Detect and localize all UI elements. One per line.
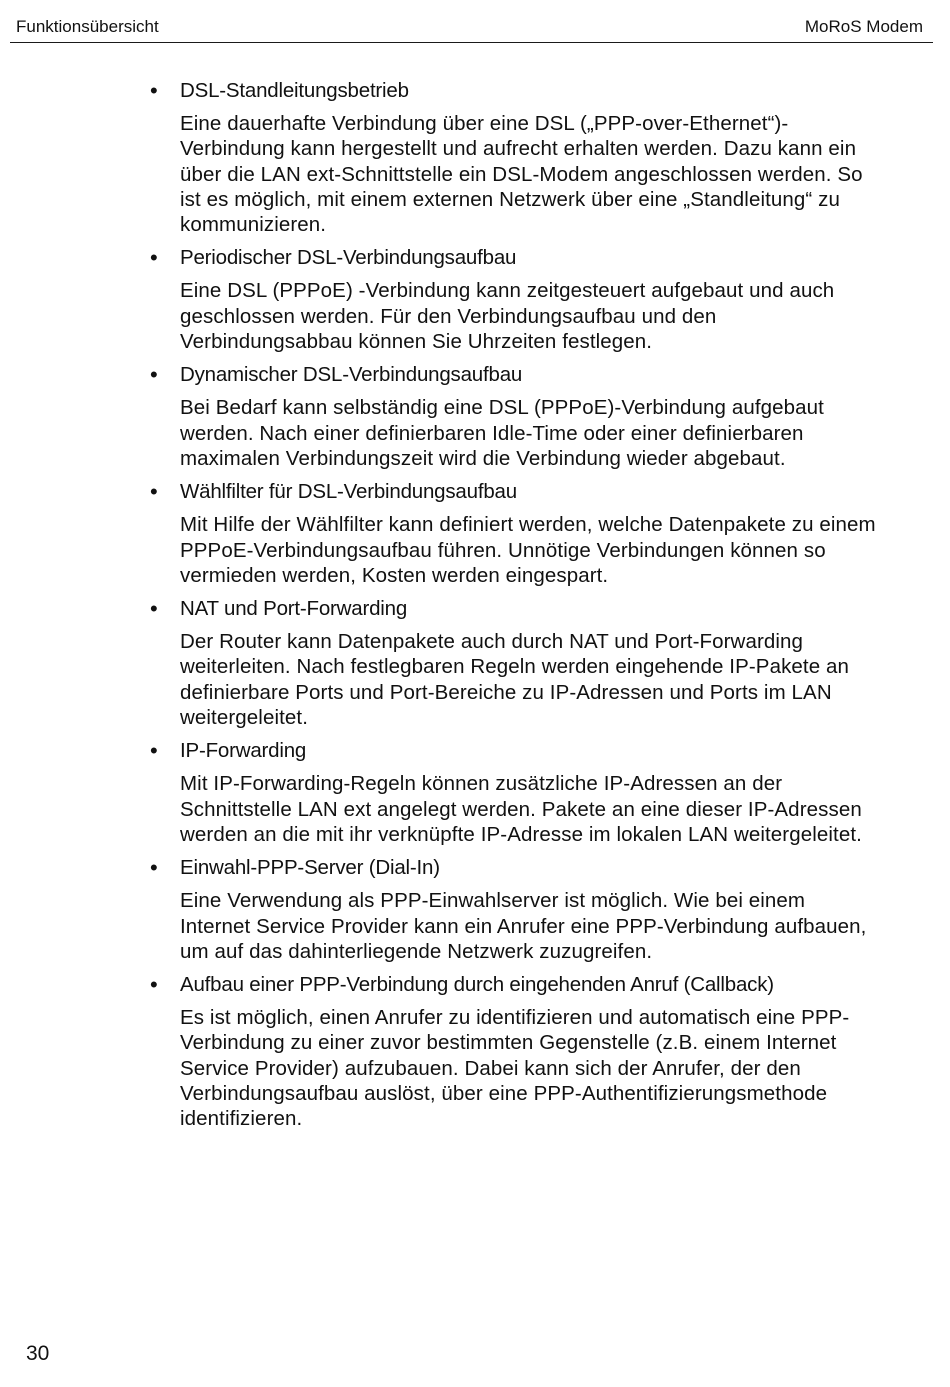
bullet-icon: •: [150, 738, 158, 764]
feature-description: Der Router kann Datenpakete auch durch NAT und Port-Forwarding weiterleiten. Nach festlegbaren Regeln werden eingehende IP-Pakete an definierbare Ports und Port-Bereiche zu IP-Adressen und Ports im LAN weitergeleitet.: [180, 630, 850, 730]
feature-description: Mit IP-Forwarding-Regeln können zusätzliche IP-Adressen an der Schnittstelle LAN ext angelegt werden. Pakete an eine dieser IP-Adressen werden an die mit ihr verknüpfte IP-Adresse im lokalen LAN weitergeleitet.: [180, 772, 862, 846]
bullet-icon: •: [150, 78, 158, 103]
feature-item: [150, 854, 880, 964]
bullet-icon: •: [150, 479, 158, 505]
feature-description: Es ist möglich, einen Anrufer zu identifizieren und automatisch eine PPP-Verbindung zu einer zuvor bestimmten Gegenstelle (z.B. einem Internet Service Provider) aufzubauen. Dabei kann sich der Anrufer, der den Verbindungsaufbau auslöst, über eine PPP-Authentifizierungsmethode identifizieren.: [180, 1006, 850, 1131]
feature-item: [150, 971, 880, 1131]
feature-description: Eine Verwendung als PPP-Einwahlserver ist möglich. Wie bei einem Internet Service Provider kann ein Anrufer eine PPP-Verbindung aufbauen, um auf das dahinterliegende Netzwerk zuzugreifen.: [180, 889, 867, 963]
feature-item: [150, 77, 880, 237]
feature-title: Periodischer DSL-Verbindungsaufbau: [180, 246, 517, 270]
feature-item: [150, 737, 880, 847]
feature-item: [150, 361, 880, 471]
feature-item: [150, 595, 880, 730]
feature-title: Dynamischer DSL-Verbindungsaufbau: [180, 363, 523, 387]
feature-title: NAT und Port-Forwarding: [180, 597, 408, 621]
page-number: 30: [26, 1342, 50, 1365]
feature-item: [150, 244, 880, 354]
header-section-title: Funktionsübersicht: [16, 17, 159, 36]
bullet-icon: •: [150, 362, 158, 388]
feature-item: [150, 478, 880, 588]
feature-title: Einwahl-PPP-Server (Dial-In): [180, 856, 440, 880]
bullet-icon: •: [150, 245, 158, 271]
feature-title: Wählfilter für DSL-Verbindungsaufbau: [180, 480, 517, 504]
feature-list: [150, 77, 880, 1139]
feature-title: DSL-Standleitungsbetrieb: [180, 79, 409, 102]
feature-description: Eine DSL (PPPoE) -Verbindung kann zeitgesteuert aufgebaut und auch geschlossen werden. Für den Verbindungsaufbau und den Verbindungsabbau können Sie Uhrzeiten festlegen.: [180, 279, 835, 354]
feature-description: Eine dauerhafte Verbindung über eine DSL („PPP-over-Ethernet“)-Verbindung kann hergestellt und aufrecht erhalten werden. Dazu kann ein über die LAN ext-Schnittstelle ein DSL-Modem angeschlossen werden. So ist es möglich, mit einem externen Netzwerk über eine „Standleitung“ zu kommunizieren.: [180, 112, 863, 237]
page-header: [10, 16, 933, 43]
bullet-icon: •: [150, 855, 158, 881]
bullet-icon: •: [150, 596, 158, 622]
header-product-name: MoRoS Modem: [804, 17, 923, 36]
feature-description: Mit Hilfe der Wählfilter kann definiert werden, welche Datenpakete zu einem PPPoE-Verbindungsaufbau führen. Unnötige Verbindungen können so vermieden werden, Kosten werden eingespart.: [180, 513, 876, 587]
bullet-icon: •: [150, 972, 158, 998]
feature-title: Aufbau einer PPP-Verbindung durch eingehenden Anruf (Callback): [180, 973, 774, 997]
feature-description: Bei Bedarf kann selbständig eine DSL (PPPoE)-Verbindung aufgebaut werden. Nach einer definierbaren Idle-Time oder einer definierbaren maximalen Verbindungszeit wird die Verbindung wieder abgebaut.: [180, 396, 824, 470]
feature-title: IP-Forwarding: [180, 739, 307, 763]
